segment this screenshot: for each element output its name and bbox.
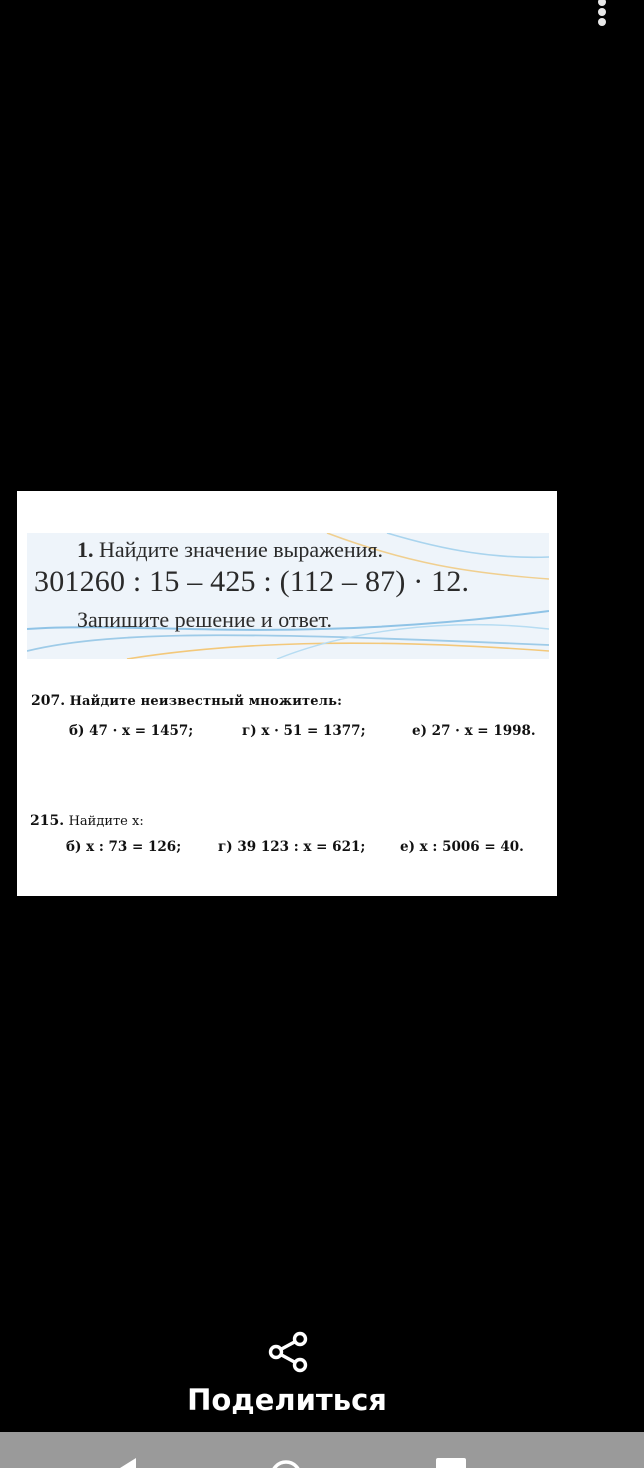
task-1-instruction-text: Найдите значение выражения. bbox=[99, 537, 384, 562]
exercise-215-title: Найдите x: bbox=[68, 814, 144, 829]
home-icon[interactable] bbox=[268, 1458, 304, 1468]
task-1-banner bbox=[27, 533, 549, 659]
system-navigation-bar bbox=[0, 1432, 644, 1468]
task-1-expression: 301260 : 15 – 425 : (112 – 87) · 12. bbox=[34, 565, 470, 598]
exercise-215-item: г) 39 123 : x = 621; bbox=[218, 839, 366, 855]
more-vert-icon-dot bbox=[598, 8, 606, 16]
more-vert-icon-dot bbox=[598, 18, 606, 26]
share-label: Поделиться bbox=[187, 1383, 387, 1417]
task-1-instruction bbox=[77, 537, 383, 563]
share-button[interactable] bbox=[0, 1325, 574, 1425]
share-icon bbox=[267, 1330, 309, 1374]
task-1-footer: Запишите решение и ответ. bbox=[77, 607, 332, 632]
exercise-215-item: б) x : 73 = 126; bbox=[66, 839, 182, 855]
exercise-207-title: Найдите неизвестный множитель: bbox=[69, 694, 343, 709]
more-options-button[interactable] bbox=[588, 0, 618, 30]
attached-image[interactable] bbox=[17, 491, 557, 896]
task-1-number: 1. bbox=[77, 537, 94, 562]
exercise-215-item: е) x : 5006 = 40. bbox=[400, 839, 524, 855]
exercise-207-item: г) x · 51 = 1377; bbox=[242, 723, 366, 739]
more-vert-icon bbox=[598, 0, 606, 6]
exercise-207-item: б) 47 · x = 1457; bbox=[69, 723, 194, 739]
exercise-207-number: 207. bbox=[31, 693, 66, 709]
exercise-215-number: 215. bbox=[30, 813, 65, 829]
back-icon[interactable] bbox=[118, 1458, 138, 1468]
exercise-207-item: е) 27 · x = 1998. bbox=[412, 723, 536, 739]
recent-apps-icon[interactable] bbox=[436, 1458, 466, 1468]
exercise-207-heading bbox=[31, 693, 342, 709]
exercise-215-heading bbox=[30, 813, 144, 829]
